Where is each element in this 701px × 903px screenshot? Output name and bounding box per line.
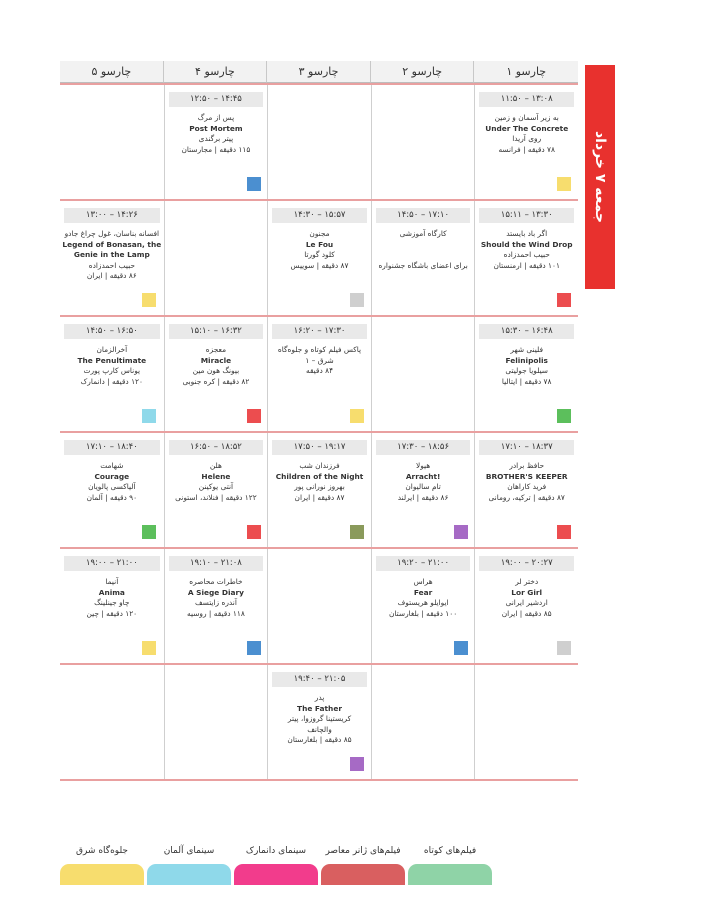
film-title-en: The Father bbox=[297, 703, 342, 713]
screening-cell[interactable] bbox=[474, 85, 578, 199]
film-detail: فرید کاراهان bbox=[507, 482, 547, 492]
screening-time: ۱۴:۵۰ – ۱۶:۵۰ bbox=[64, 324, 160, 339]
schedule-row bbox=[60, 83, 578, 199]
legend-label: سینمای دانمارک bbox=[245, 846, 307, 856]
schedule-row bbox=[60, 199, 578, 315]
hall-header: چارسو ۵ bbox=[60, 61, 164, 83]
film-detail: پاکس فیلم کوتاه و جلوه‌گاه bbox=[277, 345, 362, 354]
category-square bbox=[247, 177, 261, 191]
category-square bbox=[142, 641, 156, 655]
category-square bbox=[350, 293, 364, 307]
legend-item bbox=[321, 843, 405, 885]
category-square bbox=[557, 293, 571, 307]
film-detail: روی آریدا bbox=[512, 134, 542, 144]
film-title-en: BROTHER'S KEEPER bbox=[485, 471, 568, 481]
screening-time: ۱۴:۵۰ – ۱۷:۱۰ bbox=[376, 208, 471, 223]
screening-cell[interactable] bbox=[474, 201, 578, 315]
film-title-en: A Siege Diary bbox=[187, 587, 244, 597]
film-detail: آندره زایتسف bbox=[194, 598, 237, 608]
film-detail: افسانه بناسان، غول چراغ جادو bbox=[64, 229, 160, 238]
screening-cell[interactable] bbox=[267, 317, 371, 431]
screening-time: ۱۶:۵۰ – ۱۸:۵۲ bbox=[169, 440, 264, 455]
screening-cell[interactable] bbox=[164, 85, 268, 199]
film-detail: ۸۵ دقیقه | بلغارستان bbox=[287, 735, 352, 745]
screening-cell[interactable] bbox=[60, 549, 164, 663]
screening-info bbox=[477, 229, 576, 271]
screening-cell bbox=[371, 85, 475, 199]
film-title-en: Le Fou bbox=[305, 239, 334, 249]
film-detail: ۸۷ دقیقه | ترکیه، رومانی bbox=[488, 492, 565, 502]
film-title-en: Courage bbox=[94, 471, 130, 481]
screening-cell[interactable] bbox=[371, 201, 475, 315]
film-detail: آنیما bbox=[105, 577, 119, 586]
screening-time: ۱۷:۳۰ – ۱۸:۵۶ bbox=[376, 440, 471, 455]
film-detail: آنتی یوکینن bbox=[198, 482, 234, 492]
film-title-en: Legend of Bonasan, the Genie in the Lamp bbox=[62, 239, 162, 260]
screening-cell[interactable] bbox=[60, 201, 164, 315]
screening-cell[interactable] bbox=[267, 201, 371, 315]
screening-cell bbox=[164, 665, 268, 779]
screening-time: ۱۵:۳۰ – ۱۶:۴۸ bbox=[479, 324, 574, 339]
category-square bbox=[557, 177, 571, 191]
film-detail: کلود گورتا bbox=[304, 250, 335, 260]
film-detail: پس از مرگ bbox=[197, 113, 235, 122]
screening-info bbox=[62, 345, 162, 387]
screening-time: ۱۷:۱۰ – ۱۸:۴۰ bbox=[64, 440, 160, 455]
film-detail: حبیب احمدزاده bbox=[88, 260, 135, 270]
film-detail: اگر باد بایستد bbox=[506, 229, 548, 238]
hall-header: چارسو ۱ bbox=[474, 61, 578, 83]
film-detail: برای اعضای باشگاه جشنواره bbox=[378, 260, 468, 270]
film-detail: ۸۵ دقیقه | ایران bbox=[501, 608, 552, 618]
screening-cell[interactable] bbox=[164, 433, 268, 547]
category-square bbox=[557, 641, 571, 655]
category-square bbox=[350, 757, 364, 771]
screening-info bbox=[167, 345, 266, 387]
film-title-en: Under The Concrete bbox=[485, 123, 569, 133]
screening-info bbox=[374, 229, 473, 271]
film-detail: حافظ برادر bbox=[509, 461, 545, 470]
screening-info bbox=[270, 693, 369, 746]
screening-cell[interactable] bbox=[371, 433, 475, 547]
film-detail: ۱۰۱ دقیقه | ارمنستان bbox=[493, 260, 560, 270]
screening-cell bbox=[371, 665, 475, 779]
screening-cell[interactable] bbox=[474, 549, 578, 663]
film-detail: خاطرات محاصره bbox=[189, 577, 243, 586]
film-detail: پیتر برگندی bbox=[198, 134, 234, 144]
screening-cell[interactable] bbox=[371, 549, 475, 663]
film-detail: ۸۶ دقیقه | ایران bbox=[86, 271, 137, 281]
day-tab[interactable] bbox=[585, 65, 615, 289]
screening-cell[interactable] bbox=[267, 665, 371, 779]
screening-cell bbox=[60, 85, 164, 199]
screening-info bbox=[374, 461, 473, 503]
film-detail: ۱۲۰ دقیقه | چین bbox=[86, 608, 138, 618]
screening-time: ۱۹:۱۰ – ۲۱:۰۸ bbox=[169, 556, 264, 571]
legend-color-bar bbox=[60, 864, 144, 885]
category-square bbox=[142, 409, 156, 423]
legend-color-bar bbox=[321, 864, 405, 885]
category-square bbox=[247, 525, 261, 539]
screening-cell bbox=[371, 317, 475, 431]
film-detail: فرزندان شب bbox=[299, 461, 340, 470]
category-square bbox=[247, 409, 261, 423]
film-detail bbox=[374, 250, 473, 261]
day-label: جمعه ۷ خرداد bbox=[592, 130, 608, 224]
legend-label: فیلم‌های ژانر معاصر bbox=[325, 846, 401, 856]
film-title-en: Anima bbox=[98, 587, 125, 597]
screening-time: ۱۹:۰۰ – ۲۱:۰۰ bbox=[64, 556, 160, 571]
film-detail: تام سالیوان bbox=[405, 482, 441, 492]
screening-time: ۱۳:۰۰ – ۱۴:۲۶ bbox=[64, 208, 160, 223]
film-detail: ۸۶ دقیقه | ایرلند bbox=[397, 492, 449, 502]
screening-info bbox=[477, 577, 576, 619]
film-title-en: Should the Wind Drop bbox=[480, 239, 573, 249]
screening-cell bbox=[267, 85, 371, 199]
schedule-row bbox=[60, 431, 578, 547]
legend-label: فیلم‌های کوتاه bbox=[423, 846, 477, 856]
film-detail: ۷۸ دقیقه | فرانسه bbox=[498, 144, 555, 154]
category-square bbox=[454, 525, 468, 539]
category-square bbox=[350, 525, 364, 539]
screening-info bbox=[477, 461, 576, 503]
film-title-en: Children of the Night bbox=[275, 471, 364, 481]
screening-time: ۱۹:۲۰ – ۲۱:۰۰ bbox=[376, 556, 471, 571]
film-detail: فلینی شهر bbox=[510, 345, 544, 354]
screening-time: ۱۷:۵۰ – ۱۹:۱۷ bbox=[272, 440, 367, 455]
film-detail: شرق – ۱ bbox=[305, 355, 334, 365]
category-square bbox=[350, 409, 364, 423]
screening-cell[interactable] bbox=[164, 549, 268, 663]
film-detail: یوناس کارپ پورت bbox=[83, 366, 141, 376]
film-detail: والچانف bbox=[307, 724, 332, 734]
screening-cell[interactable] bbox=[474, 317, 578, 431]
screening-time: ۱۷:۱۰ – ۱۸:۳۷ bbox=[479, 440, 574, 455]
screening-time: ۱۵:۱۰ – ۱۶:۳۲ bbox=[169, 324, 264, 339]
film-title-en: The Penultimate bbox=[77, 355, 147, 365]
film-detail: اردشیر ایرانی bbox=[505, 598, 548, 608]
screening-cell[interactable] bbox=[267, 433, 371, 547]
film-detail: ایوایلو هریستوف bbox=[397, 598, 449, 608]
film-detail: بهروز نورانی پور bbox=[294, 482, 345, 492]
film-detail: کارگاه آموزشی bbox=[399, 229, 447, 238]
legend bbox=[60, 843, 492, 885]
film-detail: بیونگ هون مین bbox=[192, 366, 240, 376]
screening-time: ۱۱:۵۰ – ۱۳:۰۸ bbox=[479, 92, 574, 107]
film-detail: ۸۴ دقیقه bbox=[305, 366, 334, 376]
film-detail: پدر bbox=[314, 693, 325, 702]
film-detail: هیولا bbox=[416, 461, 431, 470]
schedule-rows bbox=[60, 83, 578, 781]
screening-time: ۱۹:۰۰ – ۲۰:۲۷ bbox=[479, 556, 574, 571]
film-detail: ۱۱۵ دقیقه | مجارستان bbox=[181, 144, 251, 154]
hall-header: چارسو ۲ bbox=[371, 61, 475, 83]
category-square bbox=[247, 641, 261, 655]
legend-color-bar bbox=[234, 864, 318, 885]
film-title-en: Lor Girl bbox=[511, 587, 543, 597]
legend-item bbox=[408, 843, 492, 885]
film-detail: مجنون bbox=[309, 229, 330, 238]
screening-info bbox=[374, 577, 473, 619]
film-detail: هراس bbox=[413, 577, 433, 586]
screening-cell[interactable] bbox=[60, 433, 164, 547]
category-square bbox=[557, 409, 571, 423]
film-title-en: Miracle bbox=[200, 355, 232, 365]
hall-headers bbox=[60, 61, 578, 83]
screening-time: ۱۲:۵۰ – ۱۴:۴۵ bbox=[169, 92, 264, 107]
screening-info bbox=[167, 577, 266, 619]
hall-header: چارسو ۴ bbox=[164, 61, 268, 83]
screening-info bbox=[62, 229, 162, 282]
screening-info bbox=[477, 345, 576, 387]
film-title-en: Felinipolis bbox=[505, 355, 548, 365]
screening-info bbox=[270, 461, 369, 503]
category-square bbox=[557, 525, 571, 539]
screening-info bbox=[270, 345, 369, 377]
screening-time: ۱۹:۴۰ – ۲۱:۰۵ bbox=[272, 672, 367, 687]
screening-info bbox=[62, 577, 162, 619]
screening-info bbox=[62, 461, 162, 503]
film-detail: ۱۰۰ دقیقه | بلغارستان bbox=[389, 608, 458, 618]
film-detail: ۱۲۰ دقیقه | دانمارک bbox=[80, 376, 143, 386]
hall-header: چارسو ۳ bbox=[267, 61, 371, 83]
film-detail: ۸۲ دقیقه | کره جنوبی bbox=[182, 376, 250, 386]
film-detail: آلیاکسی پالویان bbox=[88, 482, 136, 492]
film-detail: حبیب احمدزاده bbox=[503, 250, 550, 260]
film-detail bbox=[374, 240, 473, 251]
screening-cell[interactable] bbox=[164, 317, 268, 431]
film-title-en: Post Mortem bbox=[189, 123, 243, 133]
film-detail: به زیر آسمان و زمین bbox=[494, 113, 559, 122]
screening-cell[interactable] bbox=[60, 317, 164, 431]
screening-cell bbox=[267, 549, 371, 663]
screening-info bbox=[167, 113, 266, 155]
schedule-row bbox=[60, 663, 578, 781]
film-detail: ۸۷ دقیقه | ایران bbox=[294, 492, 345, 502]
legend-item bbox=[234, 843, 318, 885]
category-square bbox=[454, 641, 468, 655]
film-detail: چاو جینلینگ bbox=[94, 598, 130, 608]
film-detail: کریستینا گروزوا، پیتر bbox=[287, 714, 352, 724]
film-detail: هلن bbox=[209, 461, 222, 470]
film-detail: معجزه bbox=[205, 345, 227, 354]
screening-cell bbox=[474, 665, 578, 779]
screening-info bbox=[477, 113, 576, 155]
screening-cell bbox=[164, 201, 268, 315]
schedule-row bbox=[60, 547, 578, 663]
film-detail: آخرالزمان bbox=[96, 345, 128, 354]
film-detail: شهامت bbox=[100, 461, 124, 470]
legend-label: سینمای آلمان bbox=[163, 846, 215, 856]
schedule-row bbox=[60, 315, 578, 431]
film-detail: دختر لر bbox=[515, 577, 539, 586]
screening-cell bbox=[60, 665, 164, 779]
screening-time: ۱۴:۳۰ – ۱۵:۵۷ bbox=[272, 208, 367, 223]
screening-time: ۱۶:۲۰ – ۱۷:۳۰ bbox=[272, 324, 367, 339]
film-detail: ۹۰ دقیقه | آلمان bbox=[86, 492, 138, 502]
film-detail: سیلویا جولیتی bbox=[505, 366, 548, 376]
film-title-en: Fear bbox=[413, 587, 433, 597]
legend-color-bar bbox=[408, 864, 492, 885]
film-detail: ۱۲۲ دقیقه | فنلاند، استونی bbox=[175, 492, 257, 502]
film-title-en: Arracht! bbox=[405, 471, 441, 481]
legend-color-bar bbox=[147, 864, 231, 885]
category-square bbox=[142, 525, 156, 539]
legend-label: جلوه‌گاه شرق bbox=[75, 846, 128, 856]
screening-info bbox=[270, 229, 369, 271]
film-detail: ۱۱۸ دقیقه | روسیه bbox=[187, 608, 245, 618]
film-detail: ۸۷ دقیقه | سوییس bbox=[290, 260, 349, 270]
category-square bbox=[142, 293, 156, 307]
screening-cell[interactable] bbox=[474, 433, 578, 547]
legend-item bbox=[147, 843, 231, 885]
screening-time: ۱۵:۱۱ – ۱۳:۳۰ bbox=[479, 208, 574, 223]
film-detail: ۷۸ دقیقه | ایتالیا bbox=[501, 376, 552, 386]
film-title-en: Helene bbox=[201, 471, 231, 481]
schedule-grid bbox=[60, 61, 578, 778]
legend-item bbox=[60, 843, 144, 885]
screening-info bbox=[167, 461, 266, 503]
